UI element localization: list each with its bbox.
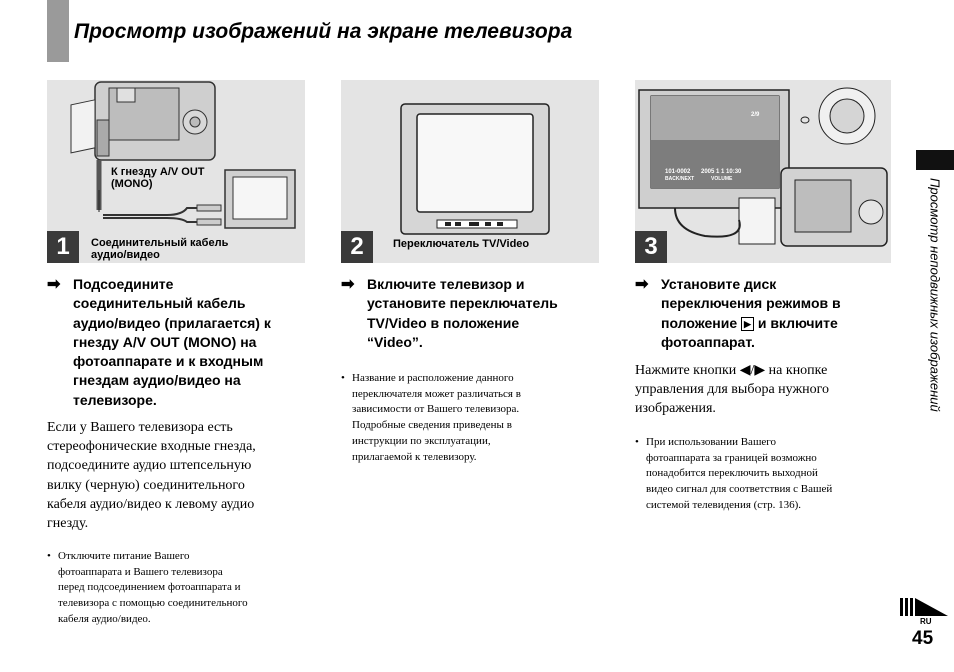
title-accent-bar [47,0,69,62]
arrow-icon: ➡ [47,276,61,293]
bullet-icon: • [635,436,639,448]
step-3-body: Нажмите кнопки ◀/▶ на кнопке управления для выбора нужного изображения. [635,363,830,417]
language-label: RU [920,617,932,626]
step-2-number: 2 [341,231,373,263]
screen-volume: VOLUME [711,176,733,182]
step-1-number: 1 [47,231,79,263]
page-title: Просмотр изображений на экране телевизора [74,20,573,43]
screen-back-next: BACK/NEXT [665,176,695,182]
step-1-body: Если у Вашего телевизора есть стереофонические входные гнезда, подсоедините аудио штепсельную вилку (черную) соединительного кабеля аудио/видео к левому аудио гнезду. [47,420,256,532]
screen-datetime: 2005 1 1 10:30 [701,169,742,175]
section-tab [916,150,954,170]
bullet-icon: • [47,550,51,562]
play-mode-icon: ▶ [741,317,754,331]
screen-file-number: 101-0002 [665,169,691,175]
sidebar-title: Просмотр неподвижных изображений [927,178,943,412]
tv-video-switch-label: Переключатель TV/Video [393,238,530,250]
arrow-icon: ➡ [341,276,355,293]
step-1-illustration [47,80,305,263]
step-3-number: 3 [635,231,667,263]
step-2-illustration [341,80,599,263]
bullet-icon: • [341,372,345,384]
av-cable-label: Соединительный кабель аудио/видео [91,237,229,261]
av-out-label: К гнезду A/V OUT (MONO) [111,166,205,190]
tv-drawing [341,80,599,263]
arrow-icon: ➡ [635,276,649,293]
next-page-icon [900,598,950,618]
screen-counter: 2/9 [751,112,760,118]
step-3-illustration [635,80,891,263]
page-number: 45 [912,628,934,649]
